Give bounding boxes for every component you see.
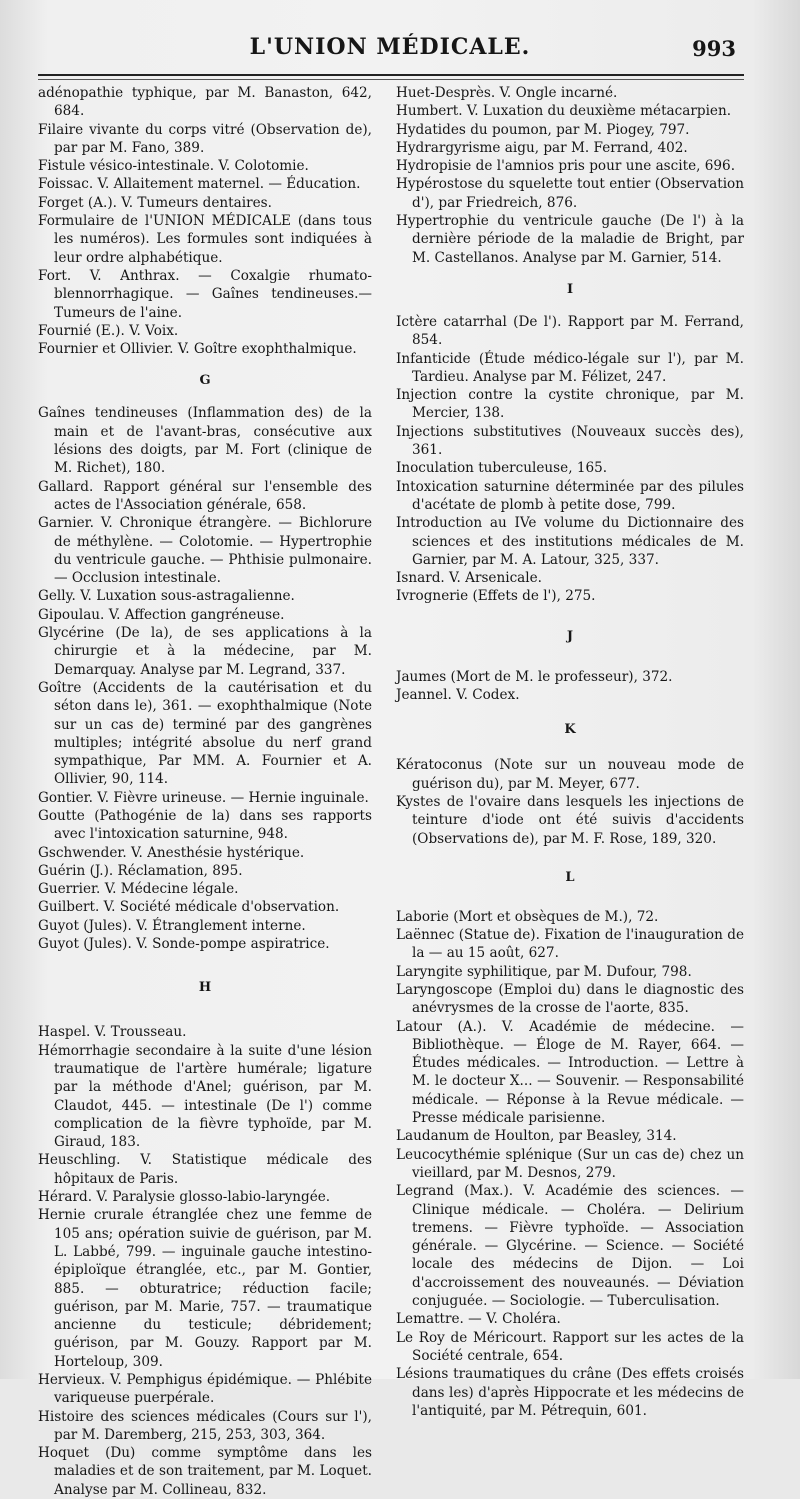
index-entry: Goutte (Pathogénie de la) dans ses rapports avec l'intoxication saturnine, 948. — [38, 807, 372, 843]
index-entry: Introduction au IVe volume du Dictionnaire des sciences et des institutions médicales de M. Garnier, par M. A. Latour, 325, 337. — [396, 515, 744, 568]
index-entry: Foissac. V. Allaitement maternel. — Éducation. — [38, 176, 361, 193]
index-entry: Laryngite syphilitique, par M. Dufour, 798. — [396, 963, 692, 980]
index-entry: Jaumes (Mort de M. le professeur), 372. — [396, 668, 673, 685]
index-entry: Fournié (E.). V. Voix. — [38, 322, 179, 339]
index-entry: Garnier. V. Chronique étrangère. — Bichlorure de méthylène. — Colotomie. — Hypertrophie du ventricule gauche. — Phthisie pulmonaire.— Occlusion intestinale. — [38, 515, 372, 587]
index-entry: Gelly. V. Luxation sous-astragalienne. — [38, 588, 295, 605]
index-entry: Hérard. V. Paralysie glosso-labio-laryngée. — [38, 1189, 331, 1206]
index-entry: Gaînes tendineuses (Inflammation des) de la main et de l'avant-bras, consécutive aux lésions des doigts, par M. Fort (clinique de M. Richet), 180. — [38, 405, 372, 477]
running-title: L'UNION MÉDICALE. — [249, 34, 531, 60]
entries-k — [396, 756, 744, 847]
index-entry: Glycérine (De la), de ses applications à la chirurgie et à la médecine, par M. Demarquay. Analyse par M. Legrand, 337. — [38, 625, 372, 678]
index-entry: Laudanum de Houlton, par Beasley, 314. — [396, 1128, 677, 1145]
index-entry: adénopathie typhique, par M. Banaston, 642, 684. — [38, 85, 372, 120]
section-letter-l: L — [565, 869, 575, 885]
index-entry: Guyot (Jules). V. Sonde-pompe aspiratrice. — [38, 936, 330, 953]
index-entry: Injections substitutives (Nouveaux succès des), 361. — [396, 423, 744, 459]
index-entry: Hémorrhagie secondaire à la suite d'une lésion traumatique de l'artère humérale; ligature par la méthode d'Anel; guérison, par M. Claudot, 445. — intestinale (De l') comme complication de la fièvre typhoïde, par M. Giraud, 183. — [38, 1042, 372, 1151]
index-entry: Hoquet (Du) comme symptôme dans les maladies et de son traitement, par M. Loquet. Analyse par M. Collineau, 832. — [38, 1445, 372, 1498]
index-entry: Filaire vivante du corps vitré (Observation de), par par M. Fano, 389. — [38, 121, 372, 156]
header-rule — [38, 74, 744, 80]
entries-f — [38, 84, 372, 358]
section-letter-h: H — [198, 980, 212, 996]
section-letter-j: J — [566, 628, 574, 644]
index-entry: Gschwender. V. Anesthésie hystérique. — [38, 844, 305, 861]
entries-j — [396, 668, 744, 705]
entries-h — [38, 1023, 372, 1499]
right-column — [396, 84, 744, 1420]
left-column — [38, 84, 372, 1499]
index-entry: Intoxication saturnine déterminée par des pilules d'acétate de plomb à petite dose, 799. — [396, 478, 744, 513]
index-entry: Guilbert. V. Société médicale d'observation. — [38, 899, 340, 916]
index-entry: Hervieux. V. Pemphigus épidémique. — Phlébite variqueuse puerpérale. — [38, 1372, 372, 1407]
index-entry: Huet-Desprès. V. Ongle incarné. — [396, 85, 618, 101]
index-entry: Guyot (Jules). V. Étranglement interne. — [38, 917, 306, 934]
index-entry: Forget (A.). V. Tumeurs dentaires. — [38, 194, 272, 211]
index-entry: Injection contre la cystite chronique, par M. Mercier, 138. — [396, 387, 744, 422]
index-entry: Jeannel. V. Codex. — [396, 687, 520, 704]
index-entry: Guérin (J.). Réclamation, 895. — [38, 862, 243, 879]
index-entry: Hypertrophie du ventricule gauche (De l') à la dernière période de la maladie de Bright, par M. Castellanos. Analyse par M. Garnier, 514. — [396, 213, 744, 266]
entries-g — [38, 404, 372, 953]
page-header — [40, 34, 740, 74]
index-entry: Hypérostose du squelette tout entier (Observation d'), par Friedreich, 876. — [396, 176, 744, 211]
section-letter-i: I — [566, 281, 574, 297]
page-number: 993 — [692, 36, 736, 61]
index-entry: Latour (A.). V. Académie de médecine. — Bibliothèque. — Éloge de M. Rayer, 664. — Études médicales. — Introduction. — Lettre à M. le docteur X... — Souvenir. — Responsabilité médicale. — Réponse à la Revue médicale. — Presse médicale parisienne. — [396, 1018, 744, 1127]
index-entry: Humbert. V. Luxation du deuxième métacarpien. — [396, 103, 732, 120]
index-entry: Hydropisie de l'amnios pris pour une ascite, 696. — [396, 158, 736, 175]
index-entry: Haspel. V. Trousseau. — [38, 1024, 187, 1041]
index-entry: Kératoconus (Note sur un nouveau mode de guérison du), par M. Meyer, 677. — [396, 757, 744, 792]
index-entry: Laënnec (Statue de). Fixation de l'inauguration de la — au 15 août, 627. — [396, 927, 744, 962]
index-entry: Goître (Accidents de la cautérisation et du séton dans le), 361. — exophthalmique (Note sur un cas de) terminé par des gangrènes multiples; intégrité absolue du nerf grand sympathique, Par MM. A. Fournier et A. Ollivier, 90, 114. — [38, 679, 372, 788]
index-entry: Fournier et Ollivier. V. Goître exophthalmique. — [38, 341, 357, 358]
index-entry: Gallard. Rapport général sur l'ensemble des actes de l'Association générale, 658. — [38, 478, 372, 513]
index-entry: Infanticide (Étude médico-légale sur l'), par M. Tardieu. Analyse par M. Félizet, 247. — [396, 350, 744, 385]
index-entry: Hydatides du poumon, par M. Piogey, 797. — [396, 121, 690, 138]
index-entry: Histoire des sciences médicales (Cours sur l'), par M. Daremberg, 215, 253, 303, 364. — [38, 1408, 372, 1443]
section-letter-g: G — [199, 373, 211, 389]
index-entry: Heuschling. V. Statistique médicale des hôpitaux de Paris. — [38, 1152, 372, 1187]
index-entry: Inoculation tuberculeuse, 165. — [396, 460, 608, 477]
index-entry: Laryngoscope (Emploi du) dans le diagnostic des anévrysmes de la crosse de l'aorte, 835. — [396, 981, 744, 1017]
entries-l — [396, 908, 744, 1420]
index-entry: Ictère catarrhal (De l'). Rapport par M. Ferrand, 854. — [396, 313, 744, 349]
index-entry: Guerrier. V. Médecine légale. — [38, 881, 239, 898]
index-entry: Leucocythémie splénique (Sur un cas de) chez un vieillard, par M. Desnos, 279. — [396, 1146, 744, 1181]
entries-h-continued — [396, 84, 744, 267]
index-entry: Gipoulau. V. Affection gangréneuse. — [38, 606, 285, 623]
index-entry: Isnard. V. Arsenicale. — [396, 570, 542, 587]
index-entry: Lésions traumatiques du crâne (Des effets croisés dans les) d'après Hippocrate et les médecins de l'antiquité, par M. Pétrequin, 601. — [396, 1366, 744, 1419]
index-entry: Formulaire de l'UNION MÉDICALE (dans tous les numéros). Les formules sont indiquées à leur ordre alphabétique. — [38, 213, 372, 266]
index-entry: Lemattre. — V. Choléra. — [396, 1311, 561, 1328]
index-entry: Laborie (Mort et obsèques de M.), 72. — [396, 908, 659, 925]
index-entry: Ivrognerie (Effets de l'), 275. — [396, 588, 596, 605]
index-entry: Fistule vésico-intestinale. V. Colotomie. — [38, 158, 309, 175]
index-entry: Hydrargyrisme aigu, par M. Ferrand, 402. — [396, 139, 688, 156]
index-entry: Legrand (Max.). V. Académie des sciences. — Clinique médicale. — Choléra. — Delirium tremens. — Fièvre typhoïde. — Association générale. — Glycérine. — Science. — Société locale des médecins de Dijon. — Loi d'accroissement des nouveaunés. — Déviation conjuguée. — Sociologie. — Tuberculisation. — [396, 1183, 744, 1310]
entries-i — [396, 313, 744, 606]
index-entry: Kystes de l'ovaire dans lesquels les injections de teinture d'iode ont été suivis d'accidents (Observations de), par M. F. Rose, 189, 320. — [396, 793, 744, 847]
index-entry: Fort. V. Anthrax. — Coxalgie rhumato-blennorrhagique. — Gaînes tendineuses.— Tumeurs de l'aine. — [38, 267, 372, 321]
index-entry: Gontier. V. Fièvre urineuse. — Hernie inguinale. — [38, 789, 369, 806]
section-letter-k: K — [564, 722, 576, 738]
index-entry: Hernie crurale étranglée chez une femme de 105 ans; opération suivie de guérison, par M. L. Labbé, 799. — inguinale gauche intestino-épiploïque étranglée, etc., par M. Gontier, 885. — obturatrice; réduction facile; guérison, par M. Marie, 757. — traumatique ancienne du testicule; débridement; guérison, par M. Gouzy. Rapport par M. Horteloup, 309. — [38, 1207, 372, 1370]
index-entry: Le Roy de Méricourt. Rapport sur les actes de la Société centrale, 654. — [396, 1329, 744, 1364]
